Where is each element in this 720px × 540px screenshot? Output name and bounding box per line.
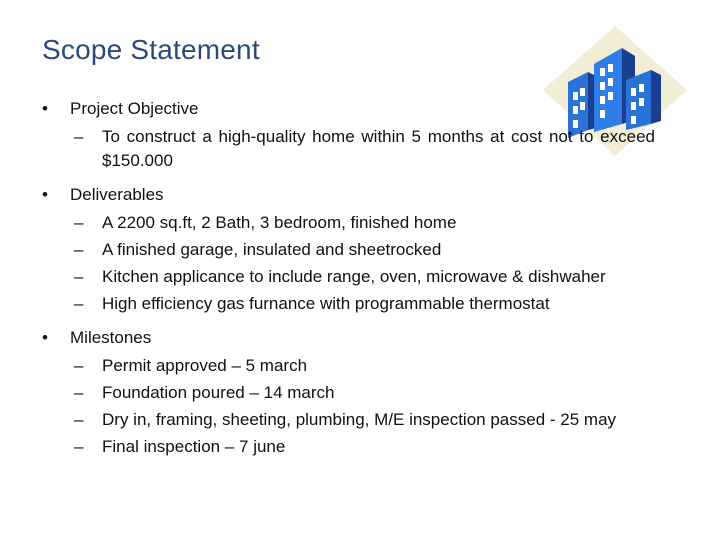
- sub-item-text: High efficiency gas furnance with programmable thermostat: [102, 294, 550, 313]
- sub-item: [30, 408, 655, 432]
- sub-list: [30, 354, 655, 459]
- dash-icon: –: [74, 410, 84, 429]
- section-deliverables: [30, 180, 655, 316]
- dash-icon: –: [74, 383, 84, 402]
- bullet-icon: •: [42, 185, 48, 204]
- sub-item: [30, 238, 655, 262]
- heading-text: Milestones: [70, 328, 152, 347]
- sub-item-text: Foundation poured – 14 march: [102, 383, 335, 402]
- bullet-heading: [30, 180, 655, 209]
- sub-item-text: Kitchen applicance to include range, oven, microwave & dishwaher: [102, 267, 606, 286]
- sub-list: [30, 211, 655, 316]
- sub-item-text: Permit approved – 5 march: [102, 356, 308, 375]
- sub-item: [30, 354, 655, 378]
- section-milestones: [30, 323, 655, 459]
- bullet-heading: [30, 94, 655, 123]
- sub-item: [30, 125, 655, 173]
- section-project-objective: [30, 94, 655, 173]
- sub-item: [30, 381, 655, 405]
- sub-list: [30, 125, 655, 173]
- bullet-heading: [30, 323, 655, 352]
- dash-icon: –: [74, 356, 84, 375]
- dash-icon: –: [74, 213, 84, 232]
- bullet-list: [30, 94, 655, 462]
- sub-item: [30, 265, 655, 289]
- bullet-icon: •: [42, 328, 48, 347]
- dash-icon: –: [74, 240, 84, 259]
- sub-item-text: A 2200 sq.ft, 2 Bath, 3 bedroom, finished home: [102, 213, 457, 232]
- dash-icon: –: [74, 127, 84, 146]
- sub-item-text: A finished garage, insulated and sheetrocked: [102, 240, 442, 259]
- dash-icon: –: [74, 437, 84, 456]
- heading-text: Project Objective: [70, 99, 199, 118]
- sub-item-text: Dry in, framing, sheeting, plumbing, M/E inspection passed - 25 may: [102, 410, 617, 429]
- sub-item-text: To construct a high-quality home within 5 months at cost not to exceed $150.000: [102, 127, 655, 170]
- sub-item-text: Final inspection – 7 june: [102, 437, 286, 456]
- slide-title: Scope Statement: [42, 34, 260, 65]
- dash-icon: –: [74, 294, 84, 313]
- sub-item: [30, 292, 655, 316]
- bullet-icon: •: [42, 99, 48, 118]
- sub-item: [30, 211, 655, 235]
- dash-icon: –: [74, 267, 84, 286]
- heading-text: Deliverables: [70, 185, 164, 204]
- sub-item: [30, 435, 655, 459]
